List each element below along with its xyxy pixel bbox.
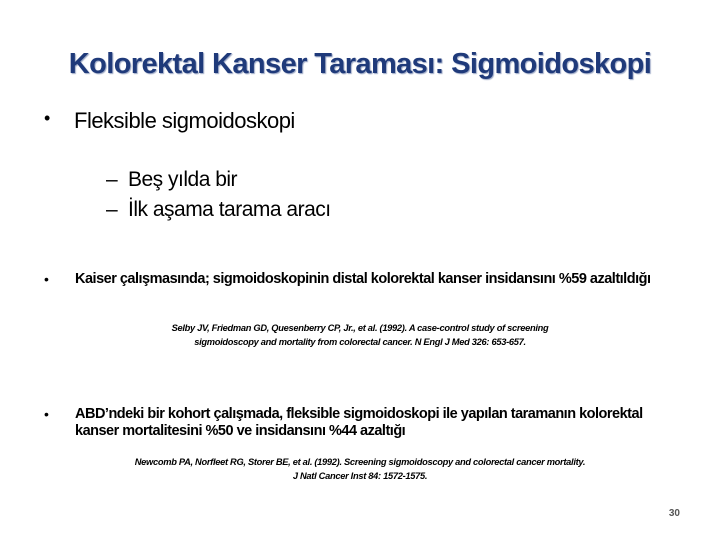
- reference-line: Newcomb PA, Norfleet RG, Storer BE, et al. (1992). Screening sigmoidoscopy and colorectal cancer mortality.: [134, 457, 586, 467]
- page-number: 30: [668, 508, 680, 519]
- reference-selby: [100, 321, 620, 349]
- dash-symbol: –: [106, 168, 118, 191]
- reference-line: J Natl Cancer Inst 84: 1572-1575.: [292, 471, 428, 481]
- reference-line: Selby JV, Friedman GD, Quesenberry CP, Jr., et al. (1992). A case-control study of screening: [171, 323, 549, 333]
- bullet-dot: •: [44, 406, 49, 422]
- sub-item-text: Beş yılda bir: [128, 168, 238, 191]
- point-abd-text: ABD’ndeki bir kohort çalışmada, fleksible sigmoidoskopi ile yapılan taramanın kolorektal kanser mortalitesini %50 ve insidansını %44 azaltığı: [75, 406, 643, 439]
- sub-item: [106, 198, 331, 222]
- sub-item-text: İlk aşama tarama aracı: [128, 198, 331, 221]
- point-abd: [44, 406, 655, 440]
- reference-newcomb: [100, 455, 620, 483]
- main-bullet-text: Fleksible sigmoidoskopi: [74, 108, 295, 133]
- reference-line: sigmoidoscopy and mortality from colorectal cancer. N Engl J Med 326: 653-657.: [194, 337, 526, 347]
- dash-symbol: –: [106, 198, 118, 221]
- bullet-dot: •: [44, 271, 49, 287]
- sub-item: [106, 168, 237, 192]
- slide-title: Kolorektal Kanser Taraması: Sigmoidoskopi: [68, 48, 652, 80]
- bullet-dot: •: [44, 108, 50, 128]
- point-kaiser: [44, 271, 655, 288]
- point-kaiser-text: Kaiser çalışmasında; sigmoidoskopinin distal kolorektal kanser insidansını %59 azaltıldığı: [75, 271, 651, 287]
